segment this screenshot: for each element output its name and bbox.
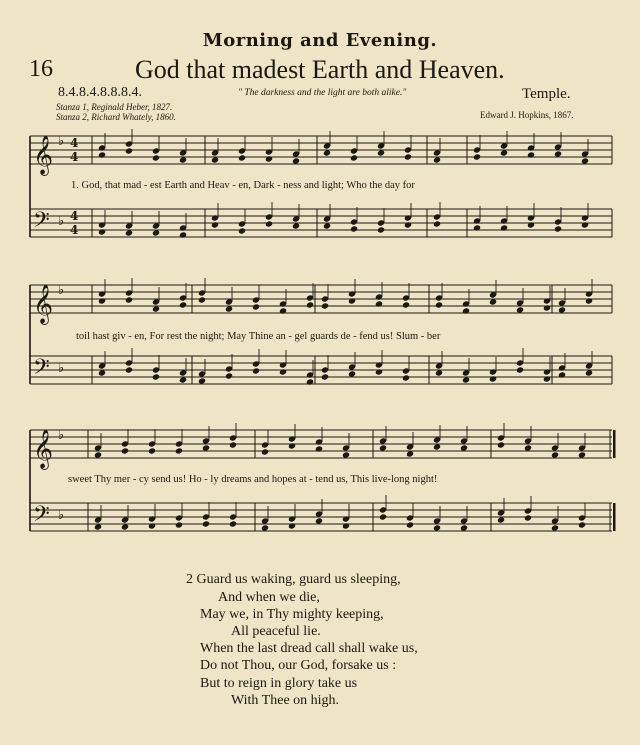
system-2-bass-note — [306, 378, 314, 385]
system-2-treble-note — [462, 307, 470, 314]
system-1-bass-note — [473, 224, 481, 231]
system-3-bass-note — [578, 521, 586, 528]
system-2-bass-note — [179, 376, 187, 383]
system-2-bass-note — [98, 369, 106, 376]
system-2-treble-note — [585, 297, 593, 304]
system-2-treble-note — [435, 301, 443, 308]
system-2-bass-note — [543, 375, 551, 382]
system-1-treble-note — [554, 150, 562, 157]
system-2-treble-note — [179, 301, 187, 308]
system-3-treble-note — [497, 441, 505, 448]
system-3-bass-note — [551, 524, 559, 531]
system-3-treble-note — [433, 443, 441, 450]
system-3-treble-note — [379, 444, 387, 451]
system-3-treble-note — [460, 444, 468, 451]
system-1-bass-note — [125, 229, 133, 236]
system-2-treble-note — [279, 307, 287, 314]
system-2-bass-note — [198, 377, 206, 384]
system-1-key-flat-icon: ♭ — [58, 214, 65, 229]
system-2-treble-note — [225, 305, 233, 312]
system-3-bass-note — [121, 523, 129, 530]
system-3-key-flat-icon: ♭ — [58, 428, 65, 443]
system-3-bass-note — [379, 513, 387, 520]
system-2-bass-note — [489, 375, 497, 382]
verse2-line-4: All peaceful lie. — [231, 624, 321, 639]
system-3-treble-note — [342, 451, 350, 458]
system-3-treble-note — [524, 444, 532, 451]
system-3-treble-note — [261, 448, 269, 455]
system-3-treble-note — [229, 441, 237, 448]
system-2-bass-note — [516, 366, 524, 373]
system-1-bass-note — [500, 224, 508, 231]
system-1-bass-note — [265, 220, 273, 227]
system-2-treble-note — [98, 297, 106, 304]
hymn-title: God that madest Earth and Heaven. — [135, 55, 505, 84]
system-3-bass-note — [175, 521, 183, 528]
verse2-line-5: When the last dread call shall wake us, — [200, 641, 418, 656]
system-3-treble-note — [175, 447, 183, 454]
system-1-treble-note — [265, 155, 273, 162]
meter-label: 8.4.8.4.8.8.8.4. — [58, 85, 142, 100]
system-2-treble-note — [321, 302, 329, 309]
system-1-bass-note — [581, 221, 589, 228]
system-3-key-flat-icon: ♭ — [58, 508, 65, 523]
system-1-bass-note — [350, 225, 358, 232]
system-2-treble-note — [152, 305, 160, 312]
system-3-bass-note — [524, 514, 532, 521]
system-2-bass-note — [435, 369, 443, 376]
system-2-bass-note — [375, 368, 383, 375]
system-3-bass-note — [406, 521, 414, 528]
system-1-treble-note — [404, 153, 412, 160]
system-1-bass-clef-icon: 𝄢 — [33, 208, 50, 238]
system-2-key-flat-icon: ♭ — [58, 283, 65, 298]
system-3-bass-note — [261, 524, 269, 531]
system-3-treble-clef-icon: 𝄞 — [33, 429, 54, 469]
system-2-treble-note — [198, 296, 206, 303]
system-1-treble-note — [527, 151, 535, 158]
system-2-bass-note — [279, 368, 287, 375]
system-3-bass-note — [94, 523, 102, 530]
hymn-number: 16 — [29, 56, 53, 82]
system-2-treble-note — [558, 306, 566, 313]
system-2-treble-note — [543, 304, 551, 311]
verse2-line-7: But to reign in glory take us — [200, 676, 358, 691]
system-2-treble-note — [516, 306, 524, 313]
system-2-treble-clef-icon: 𝄞 — [33, 284, 54, 324]
tune-name: Temple. — [522, 86, 571, 102]
system-1-key-flat-icon: ♭ — [58, 134, 65, 149]
system-3-bass-note — [202, 520, 210, 527]
system-3-bass-note — [433, 524, 441, 531]
system-1-treble-note — [98, 151, 106, 158]
composer-credit: Edward J. Hopkins, 1867. — [480, 110, 574, 120]
system-3-final-barline — [613, 503, 616, 531]
system-1-treble-note — [179, 156, 187, 163]
verse2-line-3: May we, in Thy mighty keeping, — [200, 607, 384, 622]
time-signature-top-bass: 4 — [70, 209, 79, 223]
system-1-bass-note — [377, 226, 385, 233]
system-3-final-barline — [613, 430, 616, 458]
system-2-bass-note — [348, 370, 356, 377]
system-1-treble-note — [350, 154, 358, 161]
lyrics-line-3: sweet Thy mer - cy send us! Ho - ly dreams and hopes at - tend us, This live-long night! — [68, 474, 438, 485]
system-1-treble-note — [211, 156, 219, 163]
time-signature-bottom-bass: 4 — [70, 223, 79, 237]
system-2-treble-note — [375, 300, 383, 307]
system-3-treble-note — [202, 444, 210, 451]
lyrics-line-1: 1. God, that mad - est Earth and Heav - en, Dark - ness and light; Who the day for — [71, 180, 415, 191]
verse2-line-8: With Thee on high. — [231, 693, 340, 708]
system-1-treble-note — [238, 154, 246, 161]
system-3-treble-note — [288, 442, 296, 449]
credit-stanza-1: Stanza 1, Reginald Heber, 1827. — [56, 102, 173, 112]
system-1-bass-note — [98, 228, 106, 235]
system-1-treble-clef-icon: 𝄞 — [33, 135, 54, 175]
system-1-bass-note — [404, 221, 412, 228]
system-2-bass-note — [402, 374, 410, 381]
system-3-treble-note — [94, 451, 102, 458]
system-3-treble-note — [551, 451, 559, 458]
system-1-bass-note — [238, 227, 246, 234]
system-2-bass-note — [125, 366, 133, 373]
system-3-bass-note — [460, 524, 468, 531]
system-2-treble-note — [402, 301, 410, 308]
system-1-treble-note — [581, 157, 589, 164]
system-1-treble-note — [473, 153, 481, 160]
system-1-bass-note — [179, 231, 187, 238]
system-1-bass-note — [211, 221, 219, 228]
verse2-line-2: And when we die, — [218, 590, 320, 605]
verse2-line-6: Do not Thou, our God, forsake us : — [200, 658, 397, 673]
system-2-bass-clef-icon: 𝄢 — [33, 355, 50, 385]
system-3-treble-note — [148, 447, 156, 454]
system-3-bass-note — [229, 520, 237, 527]
system-1-bass-note — [527, 221, 535, 228]
system-3-bass-note — [497, 516, 505, 523]
system-2-treble-note — [252, 303, 260, 310]
system-1-bass-note — [152, 229, 160, 236]
system-2-treble-note — [348, 297, 356, 304]
system-3-treble-note — [406, 450, 414, 457]
system-3-bass-clef-icon: 𝄢 — [33, 502, 50, 532]
system-2-key-flat-icon: ♭ — [58, 361, 65, 376]
system-1-treble-note — [500, 149, 508, 156]
system-1-treble-note — [433, 156, 441, 163]
system-2-treble-note — [125, 296, 133, 303]
section-title: Morning and Evening. — [202, 30, 438, 51]
system-1-bass-note — [433, 220, 441, 227]
system-3-bass-note — [148, 522, 156, 529]
system-3-treble-note — [578, 451, 586, 458]
system-3-treble-note — [121, 447, 129, 454]
system-2-treble-note — [306, 301, 314, 308]
system-2-bass-note — [585, 369, 593, 376]
system-2-bass-note — [462, 376, 470, 383]
time-signature-top-treble: 4 — [70, 136, 79, 150]
lyrics-line-2: toil hast giv - en, For rest the night; May Thine an - gel guards de - fend us! Slum - ber — [76, 331, 441, 342]
system-2-bass-note — [152, 373, 160, 380]
system-3-bass-note — [315, 517, 323, 524]
system-1-bass-note — [292, 222, 300, 229]
system-1-treble-note — [323, 149, 331, 156]
system-1-bass-note — [323, 222, 331, 229]
system-2-bass-note — [558, 371, 566, 378]
scripture-quote: " The darkness and the light are both alike." — [238, 88, 407, 98]
system-2-bass-note — [225, 372, 233, 379]
system-2-bass-note — [321, 373, 329, 380]
verse2-line-1: 2 Guard us waking, guard us sleeping, — [186, 572, 401, 587]
system-3-bass-note — [288, 522, 296, 529]
time-signature-bottom-treble: 4 — [70, 150, 79, 164]
system-1-treble-note — [152, 154, 160, 161]
system-1-treble-note — [377, 149, 385, 156]
system-1-treble-note — [125, 147, 133, 154]
system-3-treble-note — [315, 445, 323, 452]
system-2-bass-note — [252, 367, 260, 374]
credit-stanza-2: Stanza 2, Richard Whately, 1860. — [56, 112, 176, 122]
system-1-bass-note — [554, 225, 562, 232]
system-3-bass-note — [342, 522, 350, 529]
system-2-treble-note — [489, 298, 497, 305]
system-1-treble-note — [292, 157, 300, 164]
